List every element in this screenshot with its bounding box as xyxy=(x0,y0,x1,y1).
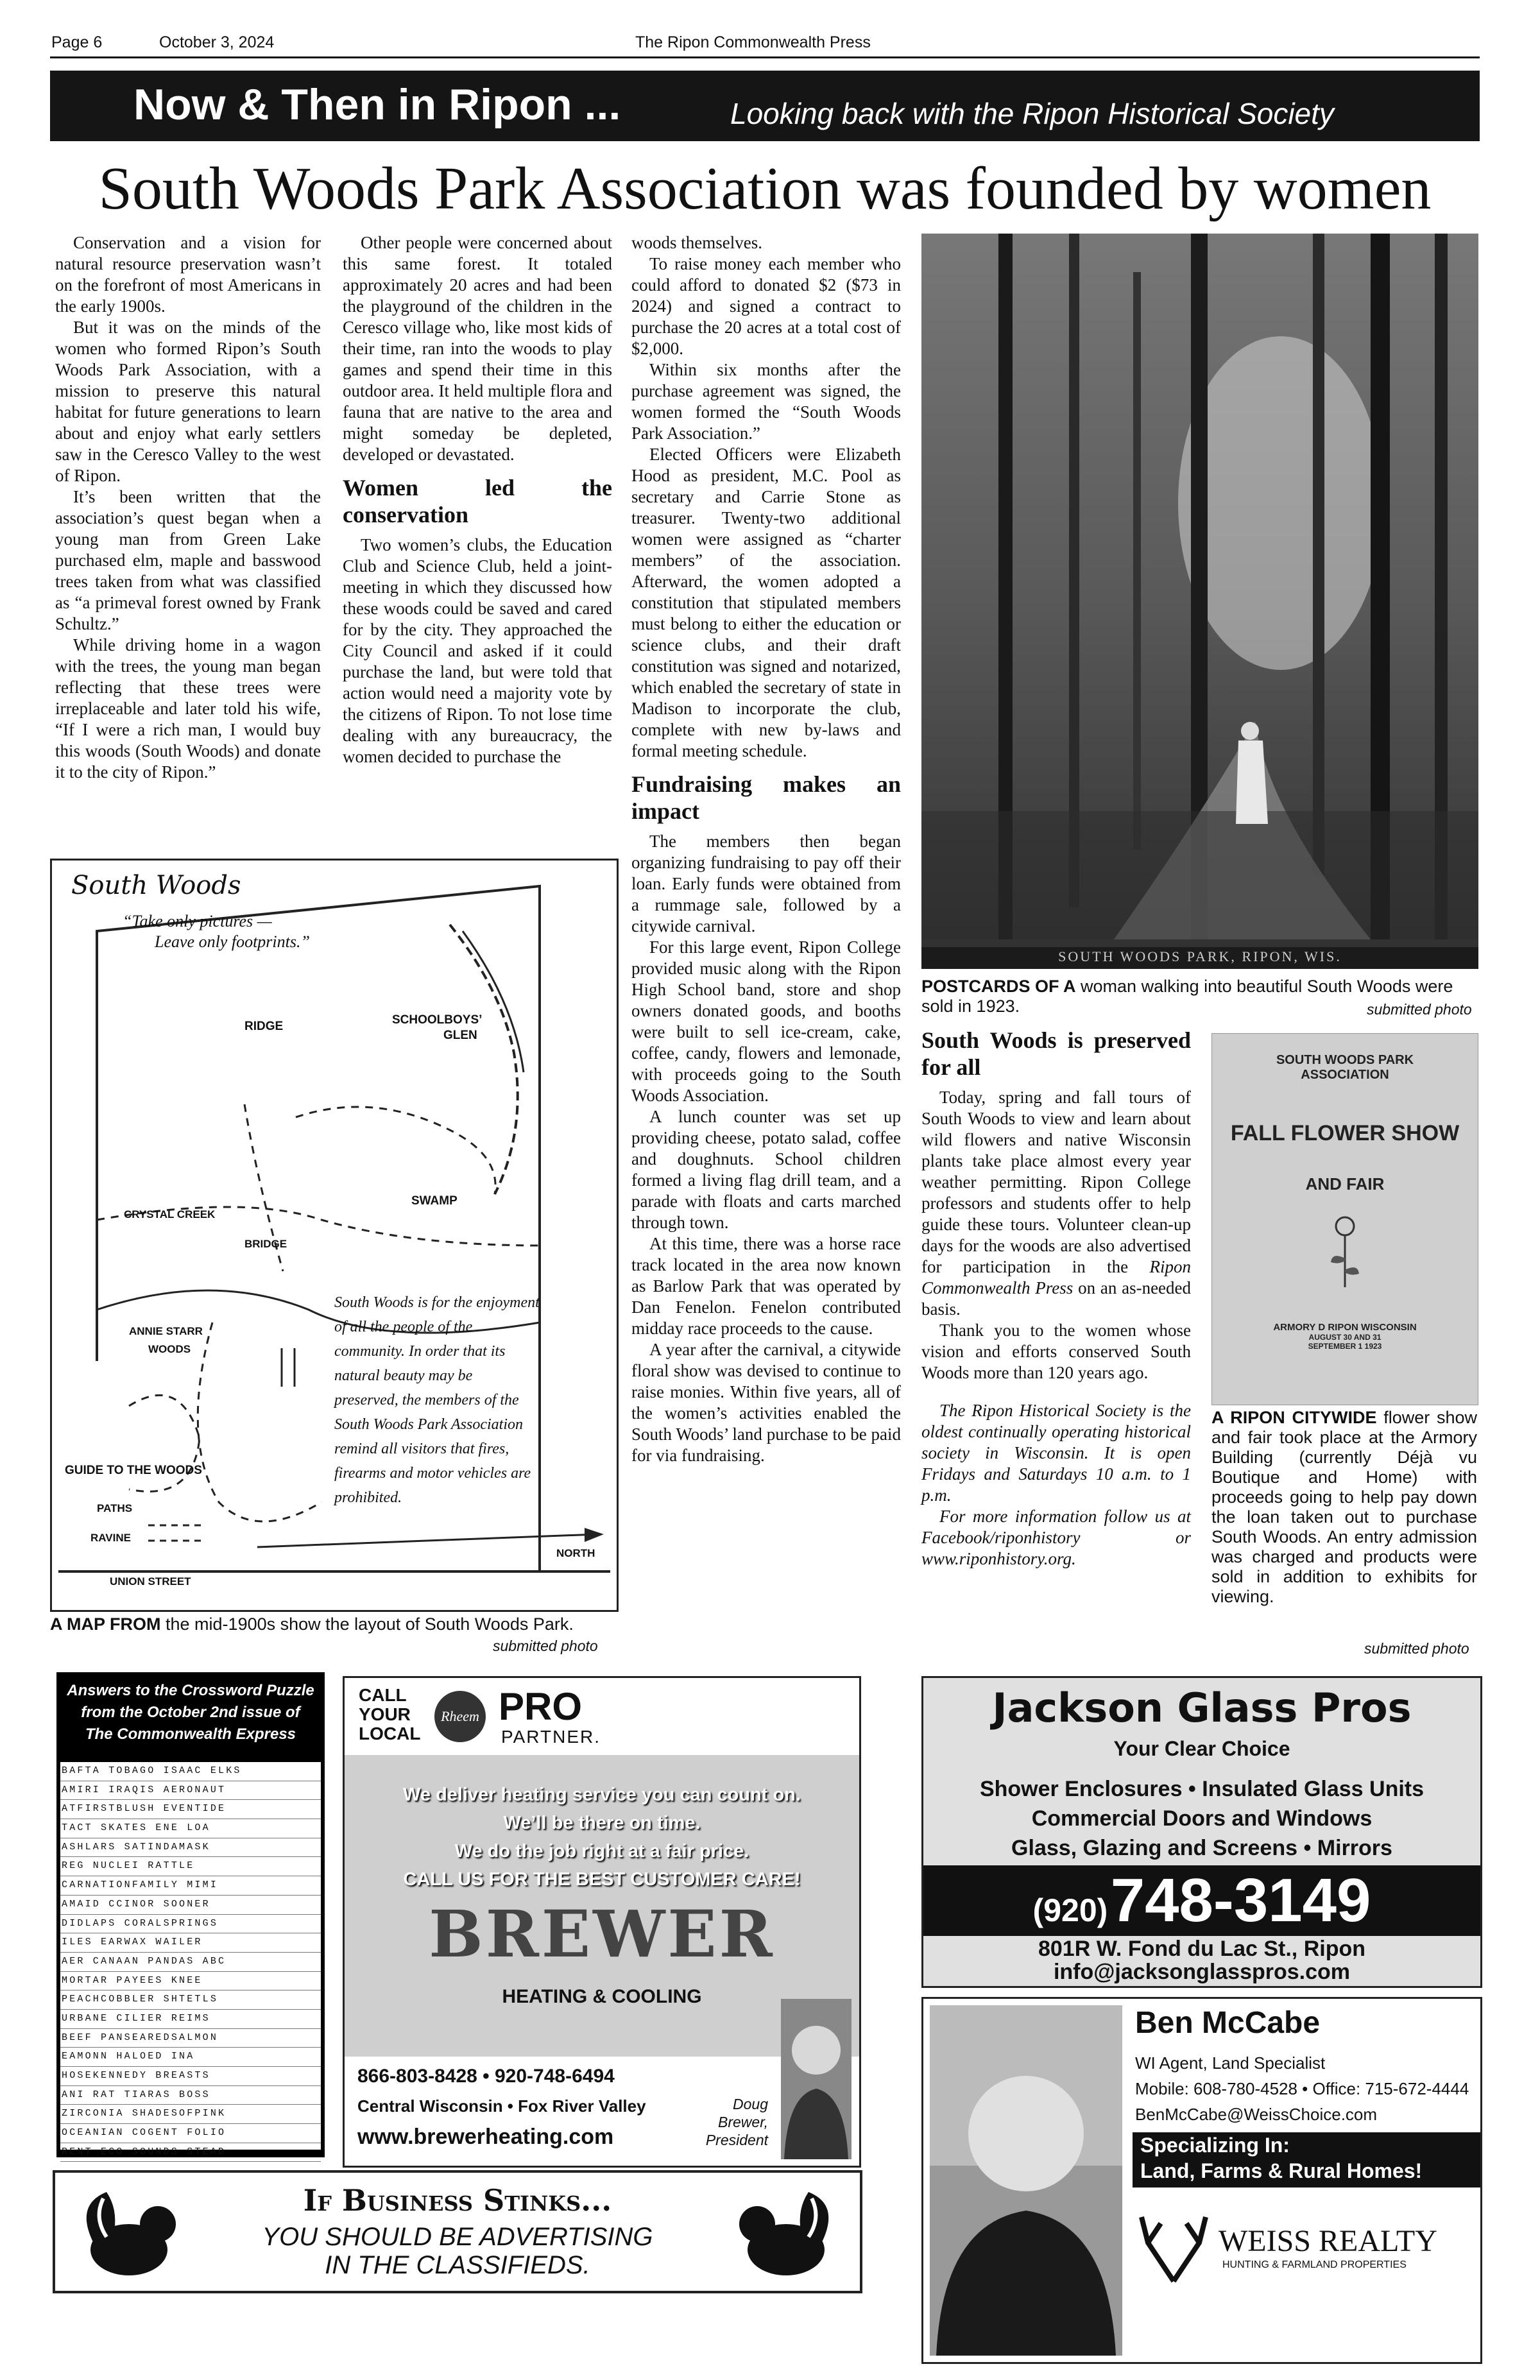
crossword-row: RENT ECO SOUNDS STEAD xyxy=(60,2143,321,2162)
program-line: FALL FLOWER SHOW xyxy=(1230,1121,1460,1145)
banner-subtitle: Looking back with the Ripon Historical Society xyxy=(730,97,1334,130)
agent-icon xyxy=(930,2005,1122,2356)
map-label: BRIDGE xyxy=(244,1238,287,1250)
map-label: GLEN xyxy=(443,1029,477,1042)
crossword-row: BEEF PANSEAREDSALMON xyxy=(60,2029,321,2048)
crossword-heading: Answers to the Crossword Puzzle xyxy=(67,1682,314,1699)
crossword-row: ANI RAT TIARAS BOSS xyxy=(60,2086,321,2105)
crossword-row: ZIRCONIA SHADESOFPINK xyxy=(60,2105,321,2124)
specialty-line: Land, Farms & Rural Homes! xyxy=(1140,2159,1423,2182)
jackson-name: Jackson Glass Pros xyxy=(992,1684,1412,1731)
crossword-heading: The Commonwealth Express xyxy=(85,1725,296,1743)
brewer-sub: HEATING & COOLING xyxy=(502,1986,702,2007)
mccabe-ad xyxy=(921,1997,1482,2364)
antler-logo-icon xyxy=(1135,2204,1212,2288)
program-line: ASSOCIATION xyxy=(1301,1068,1389,1082)
paragraph: For this large event, Ripon College provided music along with the Ripon High School band, store and shop owners donated goods, and booths were built to sell ice-cream, cake, coffee, candy, flowers and lemonade, with proceeds going to the South Woods Association. xyxy=(631,937,901,1105)
crossword-row: BAFTA TOBAGO ISAAC ELKS xyxy=(60,1762,321,1781)
paragraph: woods themselves. xyxy=(631,233,762,252)
paragraph: To raise money each member who could afford to donated $2 ($73 in 2024) and signed a contract to purchase the 20 acres at a total cost of $2,000. xyxy=(631,254,901,358)
page-number: Page 6 xyxy=(51,33,103,51)
flower-icon xyxy=(1326,1213,1364,1290)
postcard-strip: SOUTH WOODS PARK, RIPON, WIS. xyxy=(1058,948,1342,964)
program-line: SEPTEMBER 1 1923 xyxy=(1308,1342,1382,1351)
paper-name: The Ripon Commonwealth Press xyxy=(635,33,871,51)
article-col-1 xyxy=(55,232,321,783)
postcard-photo xyxy=(921,234,1478,969)
article-col-2 xyxy=(343,232,612,767)
map-note: South Woods is for the enjoyment of all the people of the community. In order that its natural beauty may be preserved, the members of the South Woods Park Association remind all visitors that fires, firearms and motor vehicles are prohibited. xyxy=(334,1294,540,1506)
pro-logo: PRO xyxy=(499,1685,583,1728)
jackson-address: 801R W. Fond du Lac St., Ripon xyxy=(1038,1937,1366,1961)
program-line: ARMORY D RIPON WISCONSIN xyxy=(1273,1322,1417,1333)
paragraph: But it was on the minds of the women who formed Ripon’s South Woods Park Association, with a mission to preserve this natural habitat for future generations to learn about and enjoy what early settlers saw in the Ceresco Valley to the west of Ripon. xyxy=(55,318,321,485)
person-icon xyxy=(781,1999,851,2159)
weiss-sub: HUNTING & FARMLAND PROPERTIES xyxy=(1222,2259,1407,2270)
map-label: SCHOOLBOYS’ xyxy=(392,1013,483,1027)
crossword-row: EAMONN HALOED INA xyxy=(60,2048,321,2067)
map-legend-title: GUIDE TO THE WOODS xyxy=(65,1464,202,1477)
agent-photo xyxy=(930,2005,1122,2356)
agent-name: Ben McCabe xyxy=(1135,2006,1321,2040)
article-col-4 xyxy=(921,1027,1191,1570)
brewer-logo: BREWER xyxy=(429,1896,775,1972)
specialty-bar xyxy=(1133,2132,1482,2187)
brewer-ad xyxy=(343,1676,861,2168)
crossword-row: ASHLARS SATINDAMASK xyxy=(60,1838,321,1858)
paper-ref: Ripon Commonwealth Press xyxy=(921,1257,1192,1297)
map-label: ANNIE STARR xyxy=(129,1325,203,1337)
paragraph: Elected Officers were Elizabeth Hood as president, M.C. Pool as secretary and Carrie Stone as treasurer. Twenty-two additional women were assigned as “charter members” of the association. Afterward, the women adopted a constitution that stipulated members must belong to either the education or science clubs, and their draft constitution was signed and notarized, which enabled the secretary of state in Madison to incorporate the club, complete with new by-laws and formal meeting schedule. xyxy=(631,445,901,760)
ad-text: Doug xyxy=(733,2096,768,2112)
brewer-phones: 866-803-8428 • 920-748-6494 xyxy=(357,2066,615,2087)
subhead-conservation: Women led the conservation xyxy=(343,475,612,527)
map-credit: submitted photo xyxy=(493,1638,598,1654)
brewer-web[interactable]: www.brewerheating.com xyxy=(357,2125,614,2149)
paragraph: The Ripon Historical Society is the oldest continually operating historical society in Wisconsin. It is open Fridays and Saturdays 10 a.m. to 1 p.m. xyxy=(921,1401,1191,1505)
map-label: SWAMP xyxy=(411,1194,458,1208)
crossword-row: AER CANAAN PANDAS ABC xyxy=(60,1953,321,1972)
crossword-heading: from the October 2nd issue of xyxy=(81,1704,300,1721)
map-label: CRYSTAL CREEK xyxy=(124,1208,216,1220)
ad-text: We’ll be there on time. xyxy=(503,1813,701,1833)
map-label: NORTH xyxy=(556,1547,595,1559)
ad-text: President xyxy=(705,2132,768,2148)
ad-text: We deliver heating service you can count on. xyxy=(403,1785,801,1805)
weiss-logo: WEISS REALTY xyxy=(1219,2224,1437,2258)
paragraph: A lunch counter was set up providing cheese, potato salad, coffee and doughnuts. School children formed a living flag drill team, and a parade with floats and carts marched through town. xyxy=(631,1107,901,1232)
ad-text: Brewer, xyxy=(718,2114,768,2130)
jackson-email[interactable]: info@jacksonglasspros.com xyxy=(1053,1960,1351,1984)
paragraph: The members then began organizing fundraising to pay off their loan. Early funds were obtained from a rummage sale, followed by a citywide carnival. xyxy=(631,832,901,936)
crossword-row: REG NUCLEI RATTLE xyxy=(60,1857,321,1876)
crossword-row: DIDLAPS CORALSPRINGS xyxy=(60,1915,321,1934)
paragraph: A year after the carnival, a citywide floral show was devised to continue to raise monies. Within five years, all of the women’s activities enabled the South Woods’ land purchase to be paid for via fundraising. xyxy=(631,1340,901,1465)
rheem-logo: Rheem xyxy=(434,1691,486,1742)
article-headline: South Woods Park Association was founded by women xyxy=(98,155,1432,222)
issue-date: October 3, 2024 xyxy=(159,33,275,51)
agent-phones: Mobile: 608-780-4528 • Office: 715-672-4444 xyxy=(1135,2079,1469,2098)
map-legend-ravine: RAVINE xyxy=(90,1532,131,1544)
classified-title: If Business Stinks... xyxy=(303,2183,612,2218)
banner-title: Now & Then in Ripon ... xyxy=(133,80,621,129)
caption-lead: POSTCARDS OF A xyxy=(921,977,1076,996)
paragraph: Two women’s clubs, the Education Club and Science Club, held a joint-meeting in which they discussed how these woods could be saved and cared for by the city. They approached the City Council and asked if it could purchase the land, but were told that action would need a majority vote by the citizens of Ripon. To not lose time dealing with any bureaucracy, the women decided to purchase the xyxy=(343,535,612,766)
article-col-3 xyxy=(631,232,901,1466)
map-label: RIDGE xyxy=(244,1020,284,1033)
map-caption xyxy=(50,1614,615,1634)
caption-text: woman walking into beautiful South Woods were sold in 1923. xyxy=(921,977,1453,1016)
south-woods-map xyxy=(50,859,619,1612)
jackson-tag: Your Clear Choice xyxy=(1113,1737,1290,1760)
caption-text: the mid-1900s show the layout of South Woods Park. xyxy=(166,1614,574,1634)
program-line: AUGUST 30 AND 31 xyxy=(1308,1333,1382,1342)
crossword-row: HOSEKENNEDY BREASTS xyxy=(60,2067,321,2086)
paragraph: Thank you to the women whose vision and efforts conserved South Woods more than 120 years ago. xyxy=(921,1321,1191,1382)
crossword-row: OCEANIAN COGENT FOLIO xyxy=(60,2124,321,2143)
paragraph: Other people were concerned about this same forest. It totaled approximately 20 acres and had been the playground of the children in the Ceresco village who, like most kids of their time, ran into the woods to play games and spend their time in this outdoor area. It held multiple flora and fauna that are native to the area and might someday be depleted, developed or devastated. xyxy=(343,233,612,464)
map-label: UNION STREET xyxy=(110,1575,191,1588)
caption-lead: A MAP FROM xyxy=(50,1614,161,1634)
crossword-answers xyxy=(56,1672,325,2157)
classified-ad xyxy=(53,2170,862,2293)
forest-image xyxy=(921,234,1478,969)
program-line: AND FAIR xyxy=(1305,1174,1385,1194)
jackson-glass-ad xyxy=(921,1676,1482,1988)
agent-email[interactable]: BenMcCabe@WeissChoice.com xyxy=(1135,2105,1378,2124)
crossword-row: ILES EARWAX WAILER xyxy=(60,1933,321,1953)
crossword-grid xyxy=(60,1762,321,2157)
flower-show-caption xyxy=(1211,1408,1477,1607)
crossword-row: AMAID CCINOR SOONER xyxy=(60,1896,321,1915)
service-line: Shower Enclosures • Insulated Glass Units xyxy=(979,1777,1425,1801)
crossword-row: CARNATIONFAMILY MIMI xyxy=(60,1876,321,1896)
ad-text: LOCAL xyxy=(359,1724,421,1743)
person-photo xyxy=(781,1999,851,2159)
section-banner xyxy=(50,71,1480,141)
map-label: WOODS xyxy=(148,1343,191,1355)
paragraph: Conservation and a vision for natural resource preservation wasn’t on the forefront of most Americans in the early 1900s. xyxy=(55,233,321,316)
paragraph: Within six months after the purchase agreement was signed, the women formed the “South Woods Park Association.” xyxy=(631,360,901,443)
postcard-credit: submitted photo xyxy=(1367,1001,1472,1018)
subhead-preserved: South Woods is preserved for all xyxy=(921,1027,1191,1080)
paragraph xyxy=(921,1087,1191,1320)
brewer-area: Central Wisconsin • Fox River Valley xyxy=(357,2096,646,2116)
paragraph: It’s been written that the association’s quest began when a young man from Green Lake purchased elm, maple and basswood trees taken from what was classified as “a primeval forest owned by Frank Schultz.” xyxy=(55,487,321,633)
partner-text: PARTNER. xyxy=(501,1727,601,1747)
phone-number[interactable]: 748-3149 xyxy=(1110,1866,1371,1935)
paragraph: For more information follow us at Facebook/riponhistory or www.riponhistory.org. xyxy=(921,1507,1191,1568)
classified-line: YOU SHOULD BE ADVERTISING xyxy=(262,2223,653,2251)
phone-area: (920) xyxy=(1032,1892,1108,1928)
ad-text: CALL xyxy=(359,1685,407,1705)
program-line: SOUTH WOODS PARK xyxy=(1276,1053,1414,1067)
jackson-phone-bar xyxy=(923,1865,1480,1936)
flower-show-program xyxy=(1211,1033,1478,1405)
crossword-row: PEACHCOBBLER SHTETLS xyxy=(60,1990,321,2010)
header-rule xyxy=(50,56,1480,58)
ad-text: CALL US FOR THE BEST CUSTOMER CARE! xyxy=(403,1869,801,1890)
map-title: South Woods xyxy=(71,871,241,900)
crossword-row: ATFIRSTBLUSH EVENTIDE xyxy=(60,1800,321,1819)
crossword-row: AMIRI IRAQIS AERONAUT xyxy=(60,1781,321,1801)
crossword-row: TACT SKATES ENE LOA xyxy=(60,1819,321,1838)
flower-show-credit: submitted photo xyxy=(1364,1640,1469,1657)
ad-text: YOUR xyxy=(359,1704,411,1724)
text: Today, spring and fall tours of South Woods to view and learn about wild flowers and native Wisconsin plants take place almost every year weather permitting. Ripon College professors and students offer to help guide these tours. Volunteer clean-up days for the woods are also advertised for participation in the xyxy=(921,1088,1191,1276)
paragraph: At this time, there was a horse race track located in the area now known as Barlow Park that was operated by Dan Fenelon. Fenelon contributed midday race proceeds to the cause. xyxy=(631,1234,901,1338)
paragraph: While driving home in a wagon with the trees, the young man began reflecting that these trees were irreplaceable and later told his wife, “If I were a rich man, I would buy this woods (South Woods) and donate it to the city of Ripon.” xyxy=(55,635,321,782)
map-legend-paths: PATHS xyxy=(97,1502,133,1514)
text: on an as-needed basis. xyxy=(921,1278,1192,1319)
service-line: Commercial Doors and Windows xyxy=(1031,1806,1373,1831)
subhead-fundraising: Fundraising makes an impact xyxy=(631,771,901,824)
specialty-line: Specializing In: xyxy=(1140,2134,1290,2157)
crossword-row: MORTAR PAYEES KNEE xyxy=(60,1972,321,1991)
agent-title: WI Agent, Land Specialist xyxy=(1135,2053,1326,2073)
classified-line: IN THE CLASSIFIEDS. xyxy=(325,2251,590,2279)
map-motto: Leave only footprints.” xyxy=(155,932,310,951)
caption-text: flower show and fair took place at the Armory Building (currently Déjà vu Boutique and Home) with proceeds going to help pay down the loan taken out to purchase South Woods. An entry admission was charged and products were sold in addition to exhibits for viewing. xyxy=(1211,1408,1477,1606)
service-line: Glass, Glazing and Screens • Mirrors xyxy=(1011,1836,1392,1860)
crossword-row: URBANE CILIER REIMS xyxy=(60,2010,321,2029)
caption-lead: A RIPON CITYWIDE xyxy=(1211,1408,1377,1427)
map-motto: “Take only pictures — xyxy=(123,912,272,930)
ad-text: We do the job right at a fair price. xyxy=(454,1841,749,1862)
